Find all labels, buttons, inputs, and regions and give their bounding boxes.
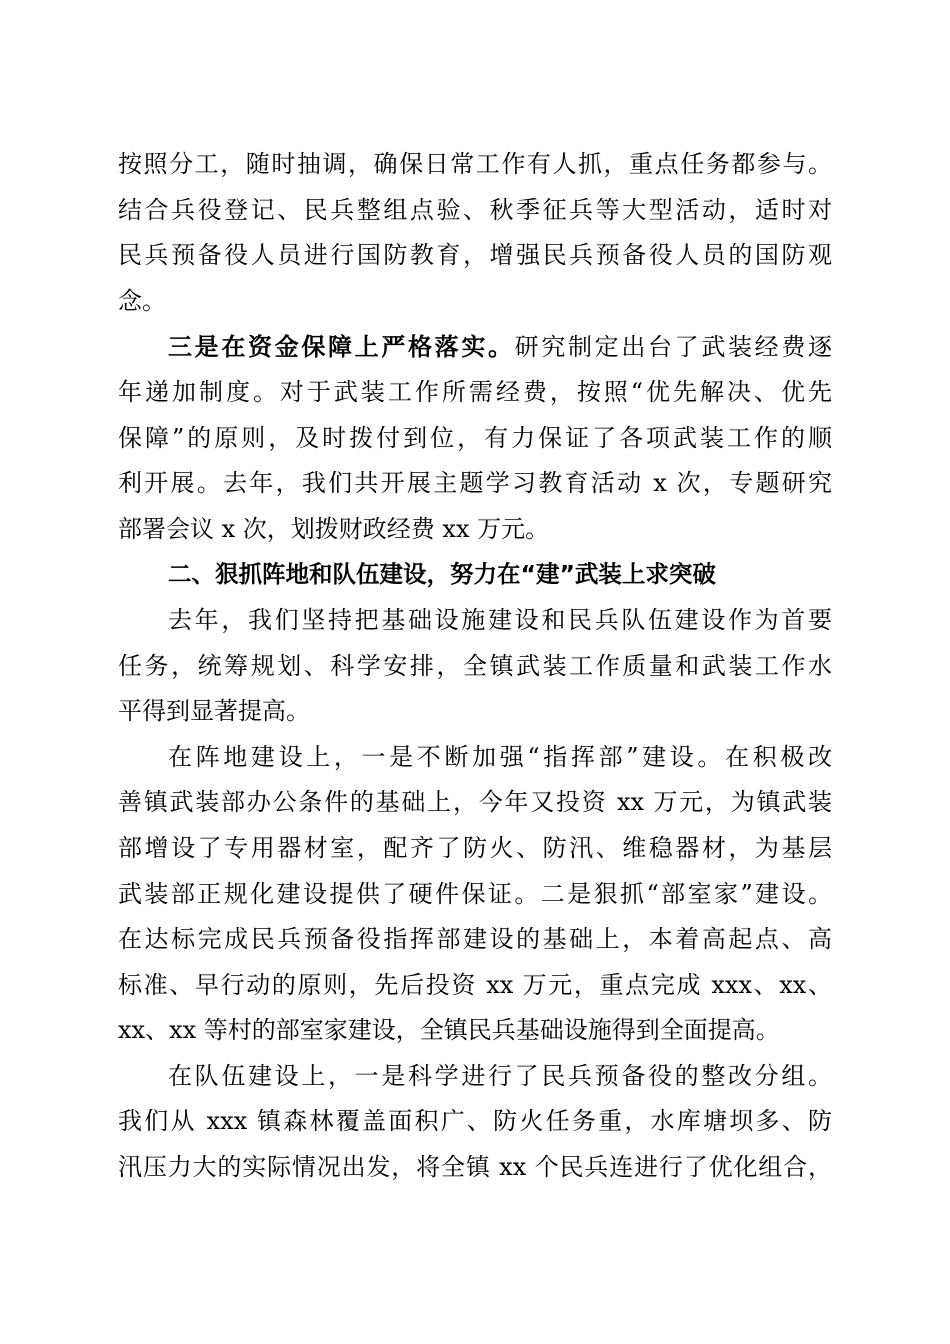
paragraph-lead-rest: 研究制定出台了武装经费逐	[514, 333, 833, 362]
document-page	[118, 142, 832, 1191]
text-line: 去年，我们坚持把基础设施建设和民兵队伍建设作为首要	[168, 605, 832, 634]
text-line: 部署会议 x 次，划拨财政经费 xx 万元。	[118, 514, 550, 543]
text-line: 善镇武装部办公条件的基础上，今年又投资 xx 万元，为镇武装	[118, 788, 832, 817]
text-line: 任务，统筹规划、科学安排，全镇武装工作质量和武装工作水	[118, 651, 832, 680]
text-line: 保障”的原则，及时拨付到位，有力保证了各项武装工作的顺	[118, 423, 832, 452]
text-line: 武装部正规化建设提供了硬件保证。二是狠抓“部室家”建设。	[118, 879, 832, 908]
text-line: 结合兵役登记、民兵整组点验、秋季征兵等大型活动，适时对	[118, 195, 832, 224]
paragraph-lead: 三是在资金保障上严格落实。	[168, 332, 515, 362]
text-line: 部增设了专用器材室，配齐了防火、防汛、维稳器材，为基层	[118, 833, 832, 862]
text-line: 在队伍建设上，一是科学进行了民兵预备役的整改分组。	[168, 1061, 832, 1090]
text-line: 汛压力大的实际情况出发，将全镇 xx 个民兵连进行了优化组合，	[118, 1153, 832, 1182]
paragraph-first-line	[118, 324, 832, 370]
text-line: 平得到显著提高。	[118, 697, 310, 726]
text-line: 念。	[118, 286, 166, 315]
text-line: 标准、早行动的原则，先后投资 xx 万元，重点完成 xxx、xx、	[118, 970, 832, 999]
text-line: 民兵预备役人员进行国防教育，增强民兵预备役人员的国防观	[118, 241, 832, 270]
text-line: 利开展。去年，我们共开展主题学习教育活动 x 次，专题研究	[118, 469, 832, 498]
text-line: 年递加制度。对于武装工作所需经费，按照“优先解决、优先	[118, 377, 832, 406]
text-line: 在达标完成民兵预备役指挥部建设的基础上，本着高起点、高	[118, 925, 832, 954]
text-line: 按照分工，随时抽调，确保日常工作有人抓，重点任务都参与。	[118, 150, 832, 178]
text-line: 在阵地建设上，一是不断加强“指挥部”建设。在积极改	[168, 742, 832, 771]
text-line: xx、xx 等村的部室家建设，全镇民兵基础设施得到全面提高。	[118, 1016, 780, 1045]
section-heading: 二、狠抓阵地和队伍建设，努力在“建”武装上求突破	[168, 560, 716, 589]
text-line: 我们从 xxx 镇森林覆盖面积广、防火任务重，水库塘坝多、防	[118, 1107, 832, 1136]
